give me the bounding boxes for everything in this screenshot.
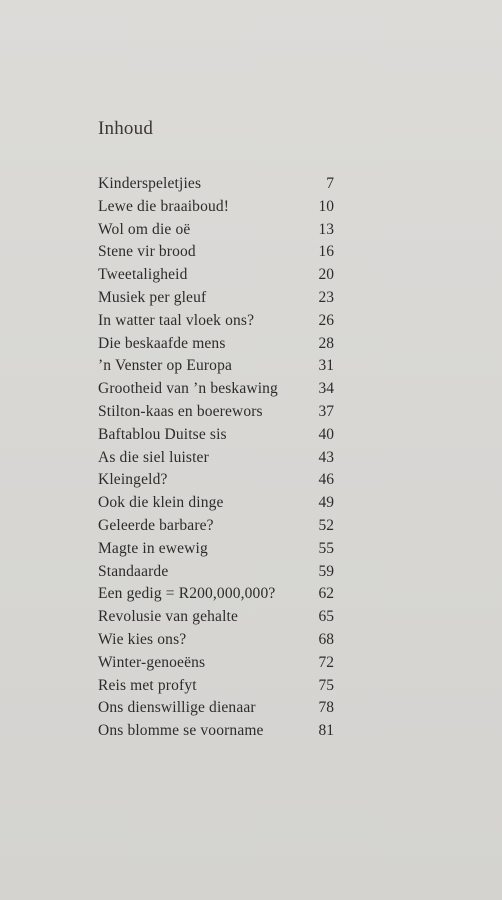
toc-entry-page: 26 xyxy=(318,311,334,329)
toc-entry-page: 10 xyxy=(318,197,334,215)
toc-entry xyxy=(98,697,334,720)
toc-entry-title: Stene vir brood xyxy=(98,243,196,261)
toc-entry-page: 43 xyxy=(318,448,334,466)
toc-entry-title: Geleerde barbare? xyxy=(98,516,214,534)
toc-entry-title: Musiek per gleuf xyxy=(98,288,207,306)
toc-entry-page: 81 xyxy=(318,722,334,740)
toc-entry xyxy=(98,606,334,629)
toc-entry-title: Magte in ewewig xyxy=(98,539,208,557)
toc-entry-page: 37 xyxy=(318,402,334,420)
toc-entry-page: 7 xyxy=(326,175,334,192)
toc-entry-title: Wol om die oë xyxy=(98,220,191,238)
toc-entry xyxy=(98,173,334,196)
toc-entry xyxy=(98,219,334,242)
toc-entry xyxy=(98,333,334,356)
toc-entry-page: 78 xyxy=(318,699,334,717)
toc-entry-page: 31 xyxy=(318,357,334,375)
page-title: Inhoud xyxy=(98,118,154,139)
toc-entry-page: 40 xyxy=(318,425,334,443)
toc-entry xyxy=(98,629,334,652)
toc-entry xyxy=(98,378,334,401)
toc-entry-title: Stilton-kaas en boerewors xyxy=(98,402,263,420)
toc-entry-title: Tweetaligheid xyxy=(98,266,188,284)
toc-entry xyxy=(98,401,334,424)
toc-entry-page: 49 xyxy=(318,494,334,512)
toc-entry-title: Ook die klein dinge xyxy=(98,494,224,512)
toc-entry-title: Standaarde xyxy=(98,562,169,580)
toc-entry-page: 23 xyxy=(318,288,334,306)
toc-entry xyxy=(98,264,334,287)
toc-entry-page: 62 xyxy=(318,585,334,603)
toc-entry-title: In watter taal vloek ons? xyxy=(98,311,255,329)
toc-entry-title: Grootheid van ’n beskawing xyxy=(98,380,278,398)
toc-entry-title: Kinderspeletjies xyxy=(98,175,202,192)
toc-entry-title: ’n Venster op Europa xyxy=(98,357,233,375)
toc-entry-title: Kleingeld? xyxy=(98,471,168,489)
toc-entry xyxy=(98,675,334,698)
toc-entry-title: Lewe die braaiboud! xyxy=(98,197,230,215)
toc-entry-title: Ons dienswillige dienaar xyxy=(98,699,256,717)
toc-entry xyxy=(98,561,334,584)
toc-entry xyxy=(98,583,334,606)
toc-entry-title: Winter-genoeëns xyxy=(98,653,206,671)
toc-entry-title: Ons blomme se voorname xyxy=(98,722,264,740)
toc-entry-title: Baftablou Duitse sis xyxy=(98,425,227,443)
toc-entry-page: 75 xyxy=(318,676,334,694)
toc-entry xyxy=(98,447,334,470)
toc-entry-title: Reis met profyt xyxy=(98,676,197,694)
toc-entry xyxy=(98,196,334,219)
toc-entry xyxy=(98,424,334,447)
toc-entry-page: 28 xyxy=(318,334,334,352)
toc-entry xyxy=(98,515,334,538)
toc-entry-page: 46 xyxy=(318,471,334,489)
toc-entry-page: 13 xyxy=(318,220,334,238)
toc-entry xyxy=(98,355,334,378)
toc-entry-page: 59 xyxy=(318,562,334,580)
toc-entry xyxy=(98,492,334,515)
toc-entry-title: Revolusie van gehalte xyxy=(98,608,239,626)
toc-entry xyxy=(98,469,334,492)
toc-entry xyxy=(98,538,334,561)
toc-entry-page: 34 xyxy=(318,380,334,398)
toc-entry-page: 16 xyxy=(318,243,334,261)
toc-entry-page: 68 xyxy=(318,630,334,648)
table-of-contents xyxy=(98,173,334,743)
toc-entry xyxy=(98,652,334,675)
toc-entry xyxy=(98,287,334,310)
toc-entry-title: As die siel luister xyxy=(98,448,209,466)
toc-entry-page: 65 xyxy=(318,608,334,626)
toc-entry-page: 52 xyxy=(318,516,334,534)
toc-entry-page: 72 xyxy=(318,653,334,671)
toc-entry-title: Die beskaafde mens xyxy=(98,334,226,352)
toc-entry xyxy=(98,241,334,264)
toc-entry-page: 55 xyxy=(318,539,334,557)
toc-entry xyxy=(98,310,334,333)
toc-entry-title: Een gedig = R200,000,000? xyxy=(98,585,276,603)
toc-entry xyxy=(98,720,334,743)
toc-entry-page: 20 xyxy=(318,266,334,284)
toc-entry-title: Wie kies ons? xyxy=(98,630,187,648)
